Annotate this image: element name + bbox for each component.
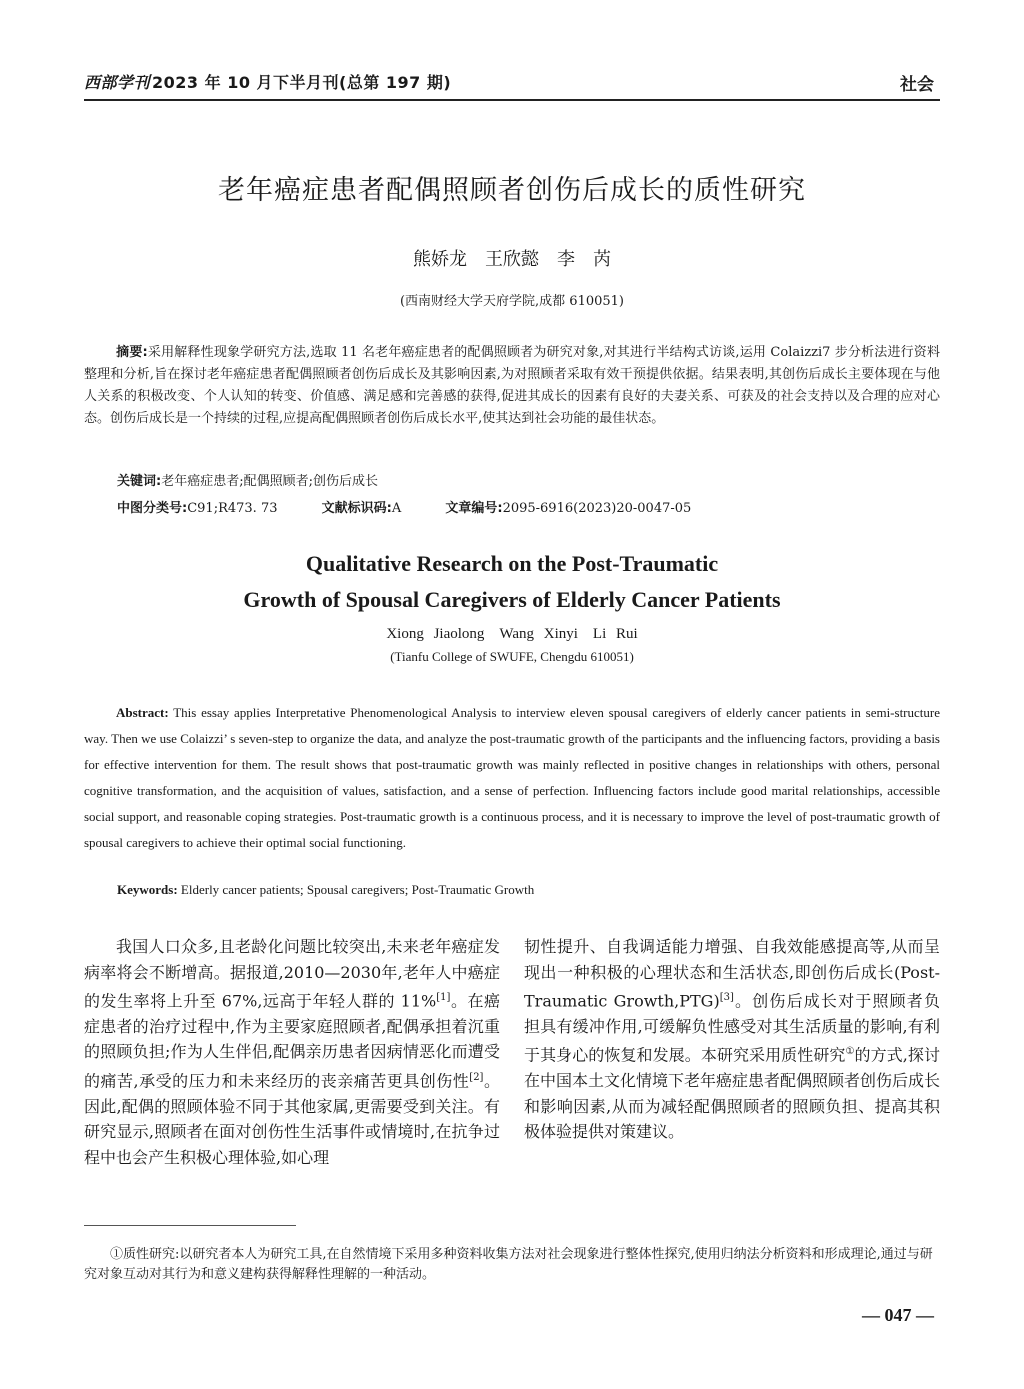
doc-code-label: 文献标识码: — [321, 501, 392, 516]
body-left-text-1: 我国人口众多,且老龄化问题比较突出,未来老年癌症发病率将会不断增高。据报道,2010—2030年,老年人中癌症的发生率将上升至 67%,远高于年轻人群的 11% — [84, 937, 500, 1011]
title-en — [0, 546, 1024, 618]
body-left-text-3: 。因此,配偶的照顾体验不同于其他家属,更需要受到关注。有研究显示,照顾者在面对创伤性生活事件或情境时,在抗争过程中也会产生积极心理体验,如心理 — [84, 1071, 500, 1167]
affiliation-en: (Tianfu College of SWUFE, Chengdu 610051) — [390, 649, 634, 664]
running-header — [84, 70, 451, 93]
keywords-en — [117, 882, 534, 898]
body-right-text-3: 的方式,探讨在中国本土文化情境下老年癌症患者配偶照顾者创伤后成长和影响因素,从而为减轻配偶照顾者的照顾负担、提高其积极体验提供对策建议。 — [524, 1045, 941, 1142]
citation-2: [2] — [469, 1071, 484, 1083]
keywords-en-text: Elderly cancer patients; Spousal caregivers; Post-Traumatic Growth — [180, 882, 535, 897]
section-label: 社会 — [900, 75, 934, 95]
clc-value: C91;R473. 73 — [187, 501, 278, 516]
page-number: — 047 — — [862, 1305, 934, 1325]
title-en-line1: Qualitative Research on the Post-Traumatic — [305, 551, 719, 576]
abstract-cn-text: 采用解释性现象学研究方法,选取 11 名老年癌症患者的配偶照顾者为研究对象,对其进行半结构式访谈,运用 Colaizzi7 步分析法进行资料整理和分析,旨在探讨老年癌症患者配偶照顾者创伤后成长及其影响因素,为对照顾者采取有效干预提供依据。结果表明,其创伤后成长主要体现在与他人关系的积极改变、个人认知的转变、价值感、满足感和完善感的获得,促进其成长的因素有良好的夫妻关系、可获及的社会支持以及合理的应对心态。创伤后成长是一个持续的过程,应提高配偶照顾者创伤后成长水平,使其达到社会功能的最佳状态。 — [84, 345, 940, 426]
issue-info: 2023 年 10 月下半月刊(总第 197 期) — [152, 73, 452, 92]
title-cn: 老年癌症患者配偶照顾者创伤后成长的质性研究 — [218, 175, 806, 206]
keywords-cn-label: 关键词: — [117, 474, 162, 489]
body-left-text-2: 。在癌症患者的治疗过程中,作为主要家庭照顾者,配偶承担着沉重的照顾负担;作为人生伴侣,配偶亲历患者因病情恶化而遭受的痛苦,承受的压力和未来经历的丧亲痛苦更具创伤性 — [84, 991, 500, 1091]
abstract-cn — [84, 342, 940, 430]
title-en-line2: Growth of Spousal Caregivers of Elderly Cancer Patients — [243, 587, 781, 612]
doc-code-value: A — [391, 501, 402, 516]
footnote-rule — [84, 1225, 296, 1226]
abstract-cn-label: 摘要: — [116, 345, 148, 360]
journal-logo: 西部学刊 — [84, 73, 151, 92]
header-rule — [84, 99, 940, 101]
classification-row — [117, 497, 731, 516]
body-column-right — [524, 934, 940, 1145]
affiliation-cn: (西南财经大学天府学院,成都 610051) — [399, 294, 625, 309]
abstract-en — [84, 700, 940, 856]
authors-en: Xiong Jiaolong Wang Xinyi Li Rui — [386, 626, 638, 642]
body-right-text-1: 韧性提升、自我调适能力增强、自我效能感提高等,从而呈现出一种积极的心理状态和生活状态,即创伤后成长(Post-Traumatic Growth,PTG) — [524, 937, 940, 1011]
body-column-left — [84, 934, 500, 1170]
abstract-en-label: Abstract: — [116, 705, 169, 720]
abstract-en-text: This essay applies Interpretative Phenomenological Analysis to interview eleven spousal caregivers of elderly cancer patients in semi-structure way. Then we use Colaizzi’ s seven-step to organize the data, and analyze the post-traumatic growth of the participants and the influencing factors, providing a basis for effective intervention for them. The result shows that post-traumatic growth was mainly reflected in positive changes in relationships with others, personal cognitive transformation, and the acquisition of values, satisfaction, and a sense of perfection. Influencing factors include good marital relationships, accessible social support, and reasonable coping strategies. Post-traumatic growth is a continuous process, and it is necessary to improve the level of post-traumatic growth of spousal caregivers to achieve their optimal social functioning. — [84, 705, 940, 850]
citation-1: [1] — [436, 992, 451, 1003]
authors-cn: 熊娇龙 王欣懿 李 芮 — [413, 249, 611, 270]
body-right-text-2: 。创伤后成长对于照顾者负担具有缓冲作用,可缓解负性感受对其生活质量的影响,有利于其身心的恢复和发展。本研究采用质性研究 — [524, 991, 940, 1065]
article-no-value: 2095-6916(2023)20-0047-05 — [502, 501, 692, 516]
keywords-en-label: Keywords: — [117, 882, 178, 897]
citation-3: [3] — [719, 992, 734, 1003]
article-no-label: 文章编号: — [445, 501, 503, 516]
clc-label: 中图分类号: — [117, 501, 188, 516]
keywords-cn — [117, 470, 378, 489]
footnote: ①质性研究:以研究者本人为研究工具,在自然情境下采用多种资料收集方法对社会现象进行整体性探究,使用归纳法分析资料和形成理论,通过与研究对象互动对其行为和意义建构获得解释性理解的一种活动。 — [84, 1247, 933, 1282]
footnote-marker: ① — [845, 1046, 855, 1058]
keywords-cn-text: 老年癌症患者;配偶照顾者;创伤后成长 — [161, 474, 378, 489]
